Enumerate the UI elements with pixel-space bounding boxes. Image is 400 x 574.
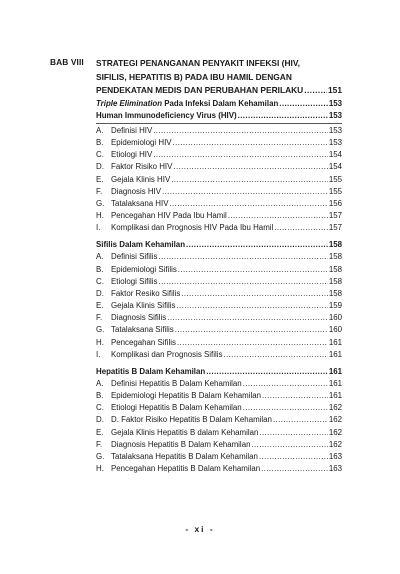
leader-dots [159, 276, 328, 288]
toc-item-letter: F. [96, 186, 103, 196]
page-footer-number: - xi - [185, 524, 215, 534]
toc-item-title: Epidemiologi HIV [111, 138, 172, 148]
toc-item[interactable] [96, 149, 342, 161]
leader-dots [178, 264, 328, 276]
toc-item[interactable] [96, 427, 342, 439]
toc-page-number: 157 [328, 223, 342, 233]
toc-item[interactable] [96, 324, 342, 336]
toc-item[interactable] [96, 288, 342, 300]
leader-dots [153, 149, 328, 161]
leader-dots [228, 210, 328, 222]
chapter-title-line-3-text: PENDEKATAN MEDIS DAN PERUBAHAN PERILAKU [96, 85, 304, 95]
leader-dots [158, 251, 327, 263]
toc-item-letter: A. [96, 252, 104, 262]
toc-section-heading[interactable] [96, 239, 342, 251]
toc-item-title: Komplikasi dan Prognosis Sifilis [111, 349, 223, 359]
leader-dots [259, 427, 327, 439]
toc-item[interactable] [96, 378, 342, 390]
chapter-heading [96, 57, 342, 98]
toc-page-number: 161 [328, 391, 342, 400]
toc-item-title: Gejala Klinis Hepatitis B dalam Kehamilan [111, 427, 259, 437]
toc-item-title: Diagnosis HIV [111, 186, 161, 196]
toc-item-letter: B. [96, 138, 104, 148]
chapter-label: BAB VIII [50, 57, 84, 67]
toc-page-number: 158 [328, 240, 342, 250]
toc-item[interactable] [96, 463, 342, 475]
toc-page-number: 161 [328, 378, 342, 388]
toc-item-letter: C. [96, 276, 104, 286]
toc-item-letter: H. [96, 337, 104, 347]
toc-item-letter: B. [96, 391, 104, 400]
toc-item-title: Definisi Hepatitis B Dalam Kehamilan [111, 378, 242, 388]
toc-page-number: 156 [328, 199, 342, 208]
leader-dots [173, 161, 327, 173]
toc-item-title: Diagnosis Sifilis [111, 313, 167, 323]
toc-item[interactable] [96, 222, 342, 234]
toc-section-title: Sifilis Dalam Kehamilan [96, 240, 186, 250]
leader-dots [259, 451, 328, 463]
toc-item-letter: G. [96, 325, 105, 335]
leader-dots [238, 110, 328, 122]
toc-item[interactable] [96, 337, 342, 349]
toc-item-letter: G. [96, 199, 105, 208]
toc-item-letter: D. [96, 288, 104, 298]
toc-item[interactable] [96, 349, 342, 361]
toc-page-number: 160 [328, 325, 342, 335]
toc-item[interactable] [96, 451, 342, 463]
leader-dots [173, 137, 328, 149]
toc-item-letter: H. [96, 464, 104, 474]
leader-dots [186, 239, 328, 251]
toc-item-letter: A. [96, 378, 104, 388]
toc-item[interactable] [96, 251, 342, 263]
toc-item[interactable] [96, 390, 342, 402]
toc-item[interactable] [96, 161, 342, 173]
toc-item-letter: C. [96, 150, 104, 160]
leader-dots [175, 324, 328, 336]
toc-item-letter: D. [96, 415, 104, 425]
leader-dots [274, 222, 328, 234]
toc-item-title: Pencegahan HIV Pada Ibu Hamil [111, 211, 227, 221]
toc-page-number: 162 [328, 415, 342, 425]
toc-item-letter: E. [96, 301, 104, 311]
toc-page-number: 162 [328, 439, 342, 449]
toc-item-letter: D. [96, 162, 104, 172]
toc-item[interactable] [96, 137, 342, 149]
toc-section-heading[interactable] [96, 110, 342, 122]
toc-item[interactable] [96, 276, 342, 288]
leader-dots [261, 463, 328, 475]
toc-page-number: 153 [328, 99, 342, 108]
leader-dots [162, 186, 328, 198]
leader-dots [262, 390, 328, 402]
toc-page-number: 153 [328, 125, 342, 135]
toc-page-number: 162 [328, 403, 342, 413]
toc-item-letter: G. [96, 451, 105, 461]
toc-section-heading[interactable] [96, 366, 342, 378]
toc-page-number: 155 [328, 186, 342, 196]
leader-dots [206, 366, 328, 378]
toc-page-number: 158 [328, 288, 342, 298]
toc-item-title: Definisi HIV [111, 125, 153, 135]
toc-intro-title [96, 98, 278, 110]
leader-dots [251, 439, 327, 451]
toc-page-number: 153 [328, 111, 342, 121]
toc-item-title: Faktor Resiko Sifilis [111, 288, 181, 298]
section-divider [96, 123, 342, 124]
leader-dots [223, 349, 327, 361]
toc-item-title: Definisi Sifilis [111, 252, 158, 262]
toc-page-number: 163 [328, 451, 342, 461]
toc-page-number: 161 [328, 337, 342, 347]
toc-item-title: Faktor Risiko HIV [111, 162, 173, 172]
leader-dots [304, 84, 327, 98]
toc-item-title: Gejala Klinis Sifilis [111, 301, 176, 311]
toc-item[interactable] [96, 312, 342, 324]
toc-item-title: Epidemiologi Sifilis [111, 264, 177, 274]
leader-dots [273, 414, 328, 426]
toc-intro-row[interactable] [96, 98, 342, 110]
leader-dots [279, 98, 328, 110]
toc-page-number: 158 [328, 264, 342, 274]
toc-item-title: Tatalaksana Hepatitis B Dalam Kehamilan [111, 451, 258, 461]
toc-item-title: Etiologi HIV [111, 150, 153, 160]
toc-page-number: 154 [328, 162, 342, 172]
chapter-page-number: 151 [328, 85, 342, 95]
toc-item[interactable] [96, 174, 342, 186]
toc-item[interactable] [96, 125, 342, 137]
leader-dots [169, 198, 327, 210]
toc-item-title: Diagnosis Hepatitis B Dalam Kehamilan [111, 439, 251, 449]
toc-item-title: Pencegahan Sifilis [111, 337, 176, 347]
toc-page-number: 157 [328, 211, 342, 221]
toc-item-letter: E. [96, 427, 104, 437]
toc-item[interactable] [96, 186, 342, 198]
leader-dots [181, 288, 328, 300]
toc-intro-title-rest: Pada Infeksi Dalam Kehamilan [162, 99, 279, 108]
toc-item[interactable] [96, 210, 342, 222]
toc-item[interactable] [96, 439, 342, 451]
toc-item-title: Etiologi Sifilis [111, 276, 158, 286]
toc-item-title: Komplikasi dan Prognosis HIV Pada Ibu Hamil [111, 223, 274, 233]
toc-item-title: Tatalaksana HIV [111, 199, 169, 208]
toc-item-letter: A. [96, 125, 104, 135]
toc-page-number: 158 [328, 276, 342, 286]
toc-item-letter: H. [96, 211, 104, 221]
toc-item-title: Epidemiologi Hepatitis B Dalam Kehamilan [111, 391, 261, 400]
toc-item-letter: C. [96, 403, 104, 413]
chapter-title-line-1: STRATEGI PENANGANAN PENYAKIT INFEKSI (HIV, [96, 58, 300, 68]
toc-page-number: 153 [328, 138, 342, 148]
leader-dots [171, 174, 328, 186]
toc-sections [96, 110, 342, 475]
toc-item-title: Etiologi Hepatitis B Dalam Kehamilan [111, 403, 242, 413]
toc-item-title: D. Faktor Risiko Hepatitis B Dalam Kehamilan [111, 415, 272, 425]
toc-item[interactable] [96, 198, 342, 210]
toc-item[interactable] [96, 300, 342, 312]
toc-item-letter: F. [96, 439, 103, 449]
table-of-contents [96, 98, 342, 475]
leader-dots [243, 378, 328, 390]
toc-page-number: 162 [328, 427, 342, 437]
toc-page-number: 154 [328, 150, 342, 160]
toc-page-number: 161 [328, 349, 342, 359]
toc-item[interactable] [96, 414, 342, 426]
chapter-title-line-2: SIFILIS, HEPATITIS B) PADA IBU HAMIL DENGAN [96, 71, 292, 82]
chapter-title-line-3 [96, 84, 342, 98]
leader-dots [176, 300, 327, 312]
toc-item-letter: I. [96, 349, 101, 359]
toc-item[interactable] [96, 402, 342, 414]
toc-item[interactable] [96, 264, 342, 276]
toc-section-title: Human Immunodeficiency Virus (HIV) [96, 111, 237, 121]
toc-item-letter: F. [96, 313, 103, 323]
toc-item-title: Tatalaksana Sifilis [111, 325, 174, 335]
toc-intro-title-em: Triple Elimination [96, 99, 163, 108]
toc-page-number: 155 [328, 174, 342, 184]
toc-item-letter: E. [96, 174, 104, 184]
toc-item-title: Pencegahan Hepatitis B Dalam Kehamilan [111, 464, 261, 474]
leader-dots [243, 402, 328, 414]
leader-dots [167, 312, 328, 324]
leader-dots [153, 125, 328, 137]
toc-page-number: 160 [328, 313, 342, 323]
toc-item-letter: B. [96, 264, 104, 274]
toc-item-letter: I. [96, 223, 101, 233]
toc-page-number: 159 [328, 301, 342, 311]
toc-section-title: Hepatitis B Dalam Kehamilan [96, 366, 206, 376]
leader-dots [177, 337, 328, 349]
toc-item-title: Gejala Klinis HIV [111, 174, 171, 184]
toc-page-number: 161 [328, 366, 342, 376]
toc-page-number: 163 [328, 464, 342, 474]
toc-page-number: 158 [328, 252, 342, 262]
